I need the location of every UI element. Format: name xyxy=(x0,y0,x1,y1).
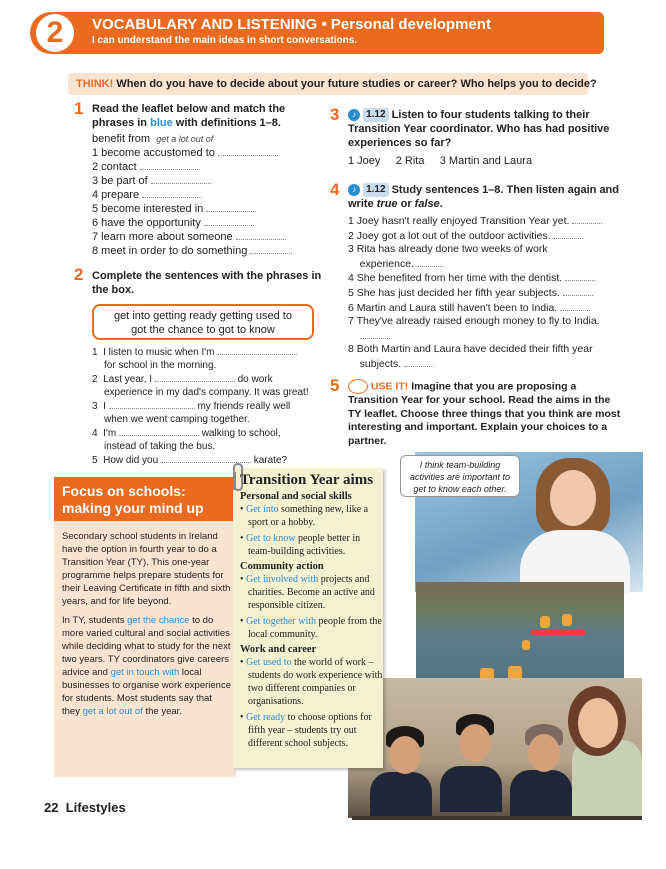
use-it-label: USE IT! xyxy=(370,380,409,393)
ex1-item-text: 2 contact xyxy=(92,161,137,173)
aims-phrase: Get used to xyxy=(246,657,292,668)
answer-blank[interactable] xyxy=(250,244,292,254)
focus-paragraph-1: Secondary school students in Ireland have the option in fourth year to do a Transition Year (TY). This one-year programme helps prepare students for their Leaving Certificate in fifth and sixth years, and for life beyond. xyxy=(62,531,231,607)
ex5-line2: Transition Year for your school. Read the aims in the xyxy=(348,394,611,406)
teacher-face xyxy=(578,698,618,748)
ex4-item-text: 1 Joey hasn't really enjoyed Transition Year yet. xyxy=(348,215,570,227)
ex2-list xyxy=(92,345,309,467)
ex1-item-text: 7 learn more about someone xyxy=(92,231,233,243)
ex1-item xyxy=(92,188,202,202)
ex2-item-cont: when we went camping together. xyxy=(104,414,250,425)
track-number: 1.12 xyxy=(363,108,388,122)
ex4-item xyxy=(348,357,602,372)
unit-title-main: VOCABULARY AND LISTENING xyxy=(92,16,318,33)
bubble-line1: I think team-building xyxy=(419,460,501,470)
ex4-item xyxy=(348,286,602,301)
kayak xyxy=(530,630,586,635)
ex3-instruction-line3: experiences so far? xyxy=(348,137,452,150)
aims-content xyxy=(240,472,385,753)
answer-blank[interactable] xyxy=(360,329,390,339)
aims-item: • Get involved with projects and charities. Become an active and responsible citizen. xyxy=(240,574,375,611)
student-face xyxy=(459,724,491,762)
aims-heading: Community action xyxy=(240,561,324,572)
answer-blank[interactable] xyxy=(155,372,235,382)
answer-blank[interactable] xyxy=(206,202,256,212)
student-face xyxy=(528,734,560,772)
answer-blank[interactable] xyxy=(553,229,583,239)
aims-phrase: Get into xyxy=(246,504,279,515)
aims-rest: something new, like a sport or a hobby. xyxy=(248,504,369,528)
ex2-item-a: I xyxy=(103,401,106,412)
ex4-write: write xyxy=(348,198,374,211)
aims-rest: people better in team-building activities. xyxy=(248,533,361,557)
ex4-list xyxy=(348,214,602,372)
ex2-item-cont: instead of taking the bus. xyxy=(104,441,216,452)
ex1-item-text: 6 have the opportunity xyxy=(92,217,201,229)
aims-phrase: Get together with xyxy=(246,616,316,627)
ex1-example xyxy=(92,132,213,146)
ex5-number: 5 xyxy=(330,376,340,395)
ex2-item-num: 5 xyxy=(92,455,98,466)
answer-blank[interactable] xyxy=(217,345,297,355)
audio-icon[interactable]: ♪ xyxy=(348,109,360,121)
track-number: 1.12 xyxy=(363,183,388,197)
ex1-item-text: 8 meet in order to do something xyxy=(92,245,248,257)
aims-heading: Work and career xyxy=(240,644,317,655)
think-label: THINK! xyxy=(76,78,114,90)
ex4-number: 4 xyxy=(330,180,340,199)
ex4-item-text: experience. xyxy=(348,257,414,270)
ex1-item-text: 4 prepare xyxy=(92,189,140,201)
ex4-instruction-line1 xyxy=(348,183,638,197)
ex1-instr-a: phrases in xyxy=(92,117,148,129)
ex1-item xyxy=(92,146,278,160)
ex3-instruction-line1 xyxy=(348,108,638,122)
ex2-item-num: 4 xyxy=(92,428,98,439)
focus-text xyxy=(62,530,232,830)
ex3-instruction xyxy=(348,108,638,150)
focus-phrase: get the chance xyxy=(127,615,190,626)
aims-item: • Get into something new, like a sport or a hobby. xyxy=(240,504,369,528)
answer-blank[interactable] xyxy=(563,286,593,296)
ex4-item-text: 2 Joey got a lot out of the outdoor activities. xyxy=(348,229,551,242)
answer-blank[interactable] xyxy=(109,399,195,409)
answer-blank[interactable] xyxy=(151,174,211,184)
answer-blank[interactable] xyxy=(204,216,254,226)
student xyxy=(510,770,572,816)
ex5-line1 xyxy=(348,379,643,394)
ex2-item-b: my friends really well xyxy=(197,401,291,412)
focus-paragraph-2 xyxy=(62,614,232,718)
ex5-line4: interesting and important. Explain your choices to a xyxy=(348,421,608,433)
ex4-item xyxy=(348,271,602,286)
ex1-number: 1 xyxy=(74,99,84,118)
speech-bubble-icon xyxy=(348,379,368,394)
ex2-item-num: 3 xyxy=(92,401,98,412)
aims-item: • Get to know people better in team-building activities. xyxy=(240,533,361,557)
ex3-instruction-line2: Transition Year coordinator. Who has had positive xyxy=(348,123,610,136)
aims-rest: to choose options for fifth year – students try out different school subjects. xyxy=(248,712,372,749)
section-name: Lifestyles xyxy=(65,800,126,815)
phrase-box xyxy=(92,304,314,340)
ex1-item xyxy=(92,244,292,258)
student xyxy=(370,772,432,818)
ex1-instruction xyxy=(92,102,322,130)
ex3-option: 2 Rita xyxy=(395,155,425,167)
aims-phrase: Get involved with xyxy=(246,574,319,585)
ex4-instruction-line2: write true or false. xyxy=(348,198,443,211)
ex1-instr-blue: blue xyxy=(150,117,173,129)
ex4-item xyxy=(348,315,602,329)
ex1-instruction-line1: Read the leaflet below and match the xyxy=(92,103,286,115)
ex1-item xyxy=(92,202,256,216)
teacher-face xyxy=(550,470,596,526)
answer-blank[interactable] xyxy=(142,188,202,198)
student xyxy=(440,766,502,812)
ex2-item-num: 2 xyxy=(92,374,98,385)
ex4-item-text: subjects. xyxy=(348,357,402,370)
focus-text-span: to do more varied cultural and social activities while deciding what to study for the next two years. TY coordinators give careers advice and xyxy=(62,615,231,678)
ex5-line5: partner. xyxy=(348,434,387,447)
focus-text-span: the year. xyxy=(145,706,182,717)
ex4-item: 8 Both Martin and Laura have decided their fifth year xyxy=(348,343,593,356)
ex3-options xyxy=(348,154,532,168)
ex4-true: true xyxy=(376,198,398,211)
ex2-item-a: I listen to music when I'm xyxy=(103,347,215,358)
focus-text-span: In TY, students xyxy=(62,615,125,626)
answer-blank[interactable] xyxy=(140,160,200,170)
ex2-instruction-line2: the box. xyxy=(92,284,135,296)
ex2-item xyxy=(92,453,309,467)
ex1-example-answer: get a lot out of xyxy=(156,134,214,144)
audio-icon[interactable]: ♪ xyxy=(348,184,360,196)
ex4-item-text: 7 They've already raised enough money to fly to India. xyxy=(348,315,600,328)
unit-title xyxy=(92,16,491,33)
aims-rest: people from the local community. xyxy=(248,616,382,640)
aims-phrase: Get ready xyxy=(246,712,286,723)
ex1-example-word: benefit from xyxy=(92,133,151,145)
answer-blank[interactable] xyxy=(572,214,602,224)
aims-heading: Personal and social skills xyxy=(240,491,352,502)
think-question: When do you have to decide about your future studies or career? Who helps you to decide? xyxy=(116,78,597,90)
ex4-item-text: 5 She has just decided her fifth year subjects. xyxy=(348,286,560,299)
aims-rest: the world of work – students do work experience with two different companies or organisations. xyxy=(248,657,383,707)
ex2-item-cont: experience in my dad's company. It was great! xyxy=(104,387,309,398)
answer-blank[interactable] xyxy=(218,146,278,156)
ex2-item-b: do work xyxy=(237,374,273,385)
ex2-item-b: walking to school, xyxy=(201,428,281,439)
answer-blank[interactable] xyxy=(404,357,434,367)
think-banner xyxy=(68,73,597,95)
ex3-option: 1 Joey xyxy=(348,155,381,167)
ex2-item xyxy=(92,399,309,413)
ex2-item-a: How did you xyxy=(103,455,159,466)
speech-bubble xyxy=(400,455,520,497)
bubble-line2: activities are important to xyxy=(409,472,511,482)
kayaker xyxy=(562,614,572,626)
ex4-instruction xyxy=(348,183,638,211)
ex5-text: Imagine that you are proposing a xyxy=(411,380,577,393)
ex2-item-a: Last year, I xyxy=(103,374,153,385)
student-face xyxy=(389,736,421,774)
page-footer xyxy=(44,800,126,815)
ex2-item-cont: for school in the morning. xyxy=(104,360,217,371)
focus-title xyxy=(54,477,236,521)
ex1-item-text: 1 become accustomed to xyxy=(92,147,215,159)
ex2-item xyxy=(92,372,309,386)
ex4-item xyxy=(348,257,602,272)
ex2-item-a: I'm xyxy=(103,428,117,439)
focus-text-span: local businesses to organise work experience for students. Most students say that they xyxy=(62,667,231,717)
phrase-box-line2: got the chance to got to know xyxy=(131,324,275,336)
ex1-item-text: 3 be part of xyxy=(92,175,148,187)
aims-phrase: Get to know xyxy=(246,533,296,544)
aims-title: Transition Year aims xyxy=(240,472,374,488)
ex3-number: 3 xyxy=(330,105,340,124)
ex2-item xyxy=(92,345,309,359)
ex2-instruction xyxy=(92,269,322,297)
ex4-item: 3 Rita has already done two weeks of work xyxy=(348,243,548,256)
ex2-item xyxy=(92,426,309,440)
answer-blank[interactable] xyxy=(236,230,286,240)
kayaker xyxy=(540,616,550,628)
ex1-item xyxy=(92,230,286,244)
ex4-item-text: 4 She benefited from her time with the dentist. xyxy=(348,272,563,285)
focus-phrase: get a lot out of xyxy=(82,706,143,717)
focus-phrase: get in touch with xyxy=(110,667,180,678)
aims-item: • Get ready to choose options for fifth year – students try out different school subjects. xyxy=(240,712,372,749)
ex1-item xyxy=(92,216,254,230)
unit-number: 2 xyxy=(36,14,74,52)
focus-title-line1: Focus on schools: xyxy=(62,483,186,499)
ex2-number: 2 xyxy=(74,265,84,284)
ex2-item-b: karate? xyxy=(253,455,288,466)
answer-blank[interactable] xyxy=(565,271,595,281)
answer-blank[interactable] xyxy=(417,257,443,267)
ex1-instruction-line2 xyxy=(92,116,322,130)
kayaker xyxy=(522,640,530,650)
unit-title-sub: • Personal development xyxy=(321,16,491,33)
ex1-instr-b: with definitions 1–8. xyxy=(175,117,281,129)
ex1-item xyxy=(92,174,211,188)
answer-blank[interactable] xyxy=(560,301,590,311)
answer-blank[interactable] xyxy=(119,426,199,436)
ex4-item xyxy=(348,301,602,316)
ex4-false: false xyxy=(414,198,440,211)
ex4-item-text: 6 Martin and Laura still haven't been to India. xyxy=(348,301,558,314)
ex2-item-num: 1 xyxy=(92,347,98,358)
aims-item: • Get used to the world of work – students do work experience with two different companies or organisations. xyxy=(240,657,383,707)
focus-title-line2: making your mind up xyxy=(62,500,204,516)
ex3-option: 3 Martin and Laura xyxy=(439,155,533,167)
ex1-item-text: 5 become interested in xyxy=(92,203,204,215)
ex4-or: or xyxy=(400,198,412,211)
ex4-line1: Study sentences 1–8. Then listen again and xyxy=(391,184,619,196)
ex4-item-blank xyxy=(348,329,602,344)
ex4-item xyxy=(348,229,602,244)
bubble-line3: get to know each other. xyxy=(413,484,507,494)
ex1-item xyxy=(92,160,200,174)
desk-edge xyxy=(352,816,642,820)
page-number: 22 xyxy=(44,800,59,815)
aims-rest: projects and charities. Become an active and responsible citizen. xyxy=(248,574,375,611)
ex4-item xyxy=(348,214,602,229)
ex5-line3: TY leaflet. Choose three things that you think are most xyxy=(348,407,621,420)
ex2-instruction-line1: Complete the sentences with the phrases in xyxy=(92,270,322,282)
unit-objective: I can understand the main ideas in short conversations. xyxy=(92,35,358,46)
aims-item: • Get together with people from the local community. xyxy=(240,616,382,640)
ex5-instruction xyxy=(348,379,643,448)
phrase-box-line1: get into getting ready getting used to xyxy=(114,310,292,322)
ex3-line1: Listen to four students talking to their xyxy=(391,109,590,121)
